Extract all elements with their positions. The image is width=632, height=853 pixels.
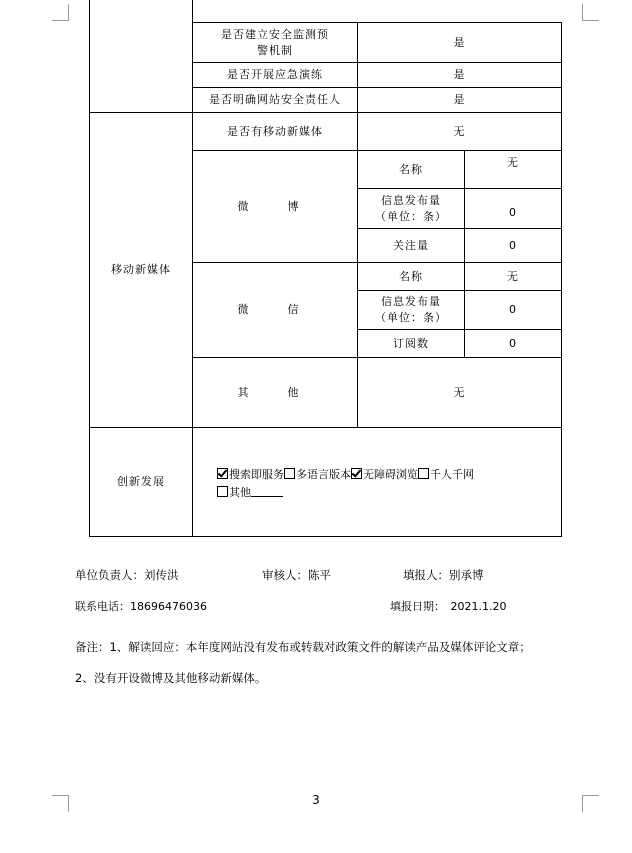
weixin-label: 微 信 xyxy=(237,303,313,316)
page-number: 3 xyxy=(312,793,320,807)
other-label: 其 他 xyxy=(237,385,313,399)
checkbox-icon[interactable] xyxy=(418,468,429,479)
row-label-drill: 是否开展应急演练 xyxy=(227,68,323,81)
option-search-service[interactable]: 搜索即服务 xyxy=(217,468,284,481)
row-value-drill: 是 xyxy=(453,68,466,81)
option-accessible-browsing[interactable]: 无障碍浏览 xyxy=(351,468,418,481)
row-label-monitoring: 是否建立安全监测预警机制 xyxy=(221,27,329,57)
section-label-innovation: 创新发展 xyxy=(117,475,165,488)
remarks: 备注：1、解读回应：本年度网站没有发布或转载对政策文件的解读产品及媒体评论文章；2、没有开设微博及其他移动新媒体。 xyxy=(75,640,531,685)
weibo-follow-label: 关注量 xyxy=(393,238,429,252)
option-multi-language[interactable]: 多语言版本 xyxy=(284,468,351,481)
checkbox-checked-icon[interactable] xyxy=(217,468,228,479)
crop-mark-top-left xyxy=(52,4,69,21)
row-label-has-mobile-media: 是否有移动新媒体 xyxy=(227,124,323,138)
checkbox-icon[interactable] xyxy=(284,468,295,479)
weibo-follow-value: 0 xyxy=(509,238,517,252)
filler: 填报人：别承博 xyxy=(403,568,484,582)
unit-leader: 单位负责人：刘传洪 xyxy=(75,568,179,582)
row-value-responsible: 是 xyxy=(453,93,466,106)
checkbox-icon[interactable] xyxy=(217,486,228,497)
weixin-sub-label: 订阅数 xyxy=(393,336,429,350)
contact-phone: 联系电话：18696476036 xyxy=(75,600,207,613)
section-label-mobile-media: 移动新媒体 xyxy=(111,263,171,276)
other-value: 无 xyxy=(453,385,466,399)
row-value-monitoring: 是 xyxy=(453,35,466,49)
blank-line[interactable] xyxy=(251,486,283,497)
innovation-options xyxy=(217,466,547,502)
checkbox-checked-icon[interactable] xyxy=(351,468,362,479)
weixin-posts-value: 0 xyxy=(509,303,517,316)
weibo-label: 微 博 xyxy=(237,199,313,213)
weibo-name-value: 无 xyxy=(507,156,519,169)
weixin-posts-label: 信息发布量 （单位：条） xyxy=(375,295,447,324)
row-value-has-mobile-media: 无 xyxy=(453,124,466,138)
weibo-posts-value: 0 xyxy=(509,205,517,219)
crop-mark-top-right xyxy=(582,4,599,21)
option-other[interactable]: 其他 xyxy=(217,486,283,499)
fill-date: 填报日期： 2021.1.20 xyxy=(390,600,507,613)
weixin-name-label: 名称 xyxy=(399,269,423,283)
row-label-responsible: 是否明确网站安全责任人 xyxy=(209,93,341,106)
weixin-name-value: 无 xyxy=(507,269,519,283)
weibo-name-label: 名称 xyxy=(399,162,423,176)
option-personalized[interactable]: 千人千网 xyxy=(418,468,474,481)
weixin-sub-value: 0 xyxy=(509,336,517,350)
reviewer: 审核人：陈平 xyxy=(262,568,331,582)
weibo-posts-label: 信息发布量 （单位：条） xyxy=(375,193,447,223)
